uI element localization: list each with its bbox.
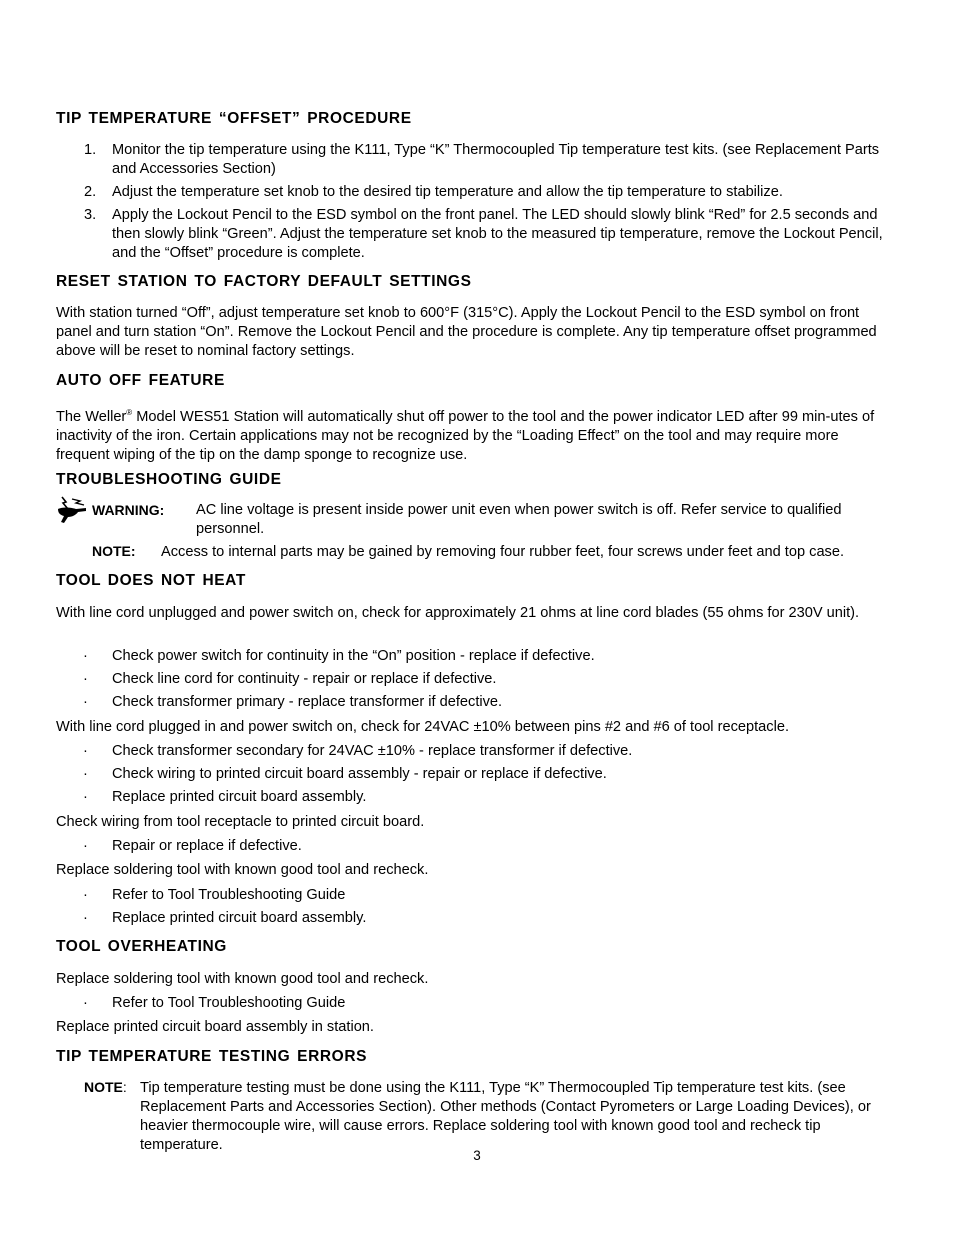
reset-heading: RESET STATION TO FACTORY DEFAULT SETTINGS <box>56 273 472 290</box>
note-text: Tip temperature testing must be done using the K111, Type “K” Thermocoupled Tip temperature test kits. (see Replacement Parts and Accessories Section). Other methods (Contact Pyrometers or Large Loading Devices), or heavier thermocouple wire, will cause errors. Replace soldering tool with known good tool and recheck tip temperature. <box>140 1080 871 1153</box>
overheat-para-a: Replace soldering tool with known good tool and recheck. <box>56 971 429 987</box>
warning-text: AC line voltage is present inside power unit even when power switch is off. Refer service to qualified personnel. <box>196 502 842 537</box>
note-label: NOTE: <box>92 543 136 559</box>
warning-label: WARNING: <box>92 502 165 518</box>
no-heat-intro: With line cord unplugged and power switch on, check for approximately 21 ohms at line cord blades (55 ohms for 230V unit). <box>56 605 860 621</box>
offset-heading: TIP TEMPERATURE “OFFSET” PROCEDURE <box>56 110 412 127</box>
no-heat-para-c: Check wiring from tool receptacle to printed circuit board. <box>56 814 425 830</box>
auto-off-paragraph: The Weller® Model WES51 Station will automatically shut off power to the tool and the power indicator LED after 99 min-utes of inactivity of the iron. Certain applications may not be recognized by the “Loading Effect” on the tool and may require more frequent wiping of the tip on the damp sponge to recognize use. <box>56 408 875 463</box>
auto-off-heading: AUTO OFF FEATURE <box>56 372 225 389</box>
page-number: 3 <box>473 1148 481 1163</box>
troubleshooting-heading: TROUBLESHOOTING GUIDE <box>56 471 282 488</box>
registered-mark: ® <box>126 408 133 417</box>
overheat-para-b: Replace printed circuit board assembly in station. <box>56 1019 374 1035</box>
note-label: NOTE: <box>84 1079 127 1095</box>
reset-paragraph: With station turned “Off”, adjust temperature set knob to 600°F (315°C). Apply the Lockout Pencil to the ESD symbol on front panel and turn station “On”. Remove the Lockout Pencil and the procedure is complete. Any tip temperature offset programmed above will be reset to nominal factory settings. <box>56 305 877 359</box>
no-heat-para-d: Replace soldering tool with known good tool and recheck. <box>56 862 429 878</box>
step-text: Adjust the temperature set knob to the desired tip temperature and allow the tip temperature to stabilize. <box>112 184 783 200</box>
testing-errors-heading: TIP TEMPERATURE TESTING ERRORS <box>56 1048 368 1065</box>
no-heat-heading: TOOL DOES NOT HEAT <box>56 572 246 589</box>
step-number: 2. <box>84 184 97 200</box>
note-text: Access to internal parts may be gained by removing four rubber feet, four screws under feet and top case. <box>161 544 845 560</box>
overheat-heading: TOOL OVERHEATING <box>56 938 227 955</box>
no-heat-para-b: With line cord plugged in and power switch on, check for 24VAC ±10% between pins #2 and #6 of tool receptacle. <box>56 719 789 735</box>
step-text: Monitor the tip temperature using the K111, Type “K” Thermocoupled Tip temperature test kits. (see Replacement Parts and Accessories Section) <box>112 142 880 177</box>
step-text: Apply the Lockout Pencil to the ESD symbol on the front panel. The LED should slowly blink “Red” for 2.5 seconds and then slowly blink “Green”. Adjust the temperature set knob to the measured tip temperature, remove the Lockout Pencil, and the “Offset” procedure is complete. <box>112 207 883 261</box>
step-number: 1. <box>84 142 97 158</box>
electric-hazard-hand-icon <box>56 495 90 525</box>
step-number: 3. <box>84 207 97 223</box>
